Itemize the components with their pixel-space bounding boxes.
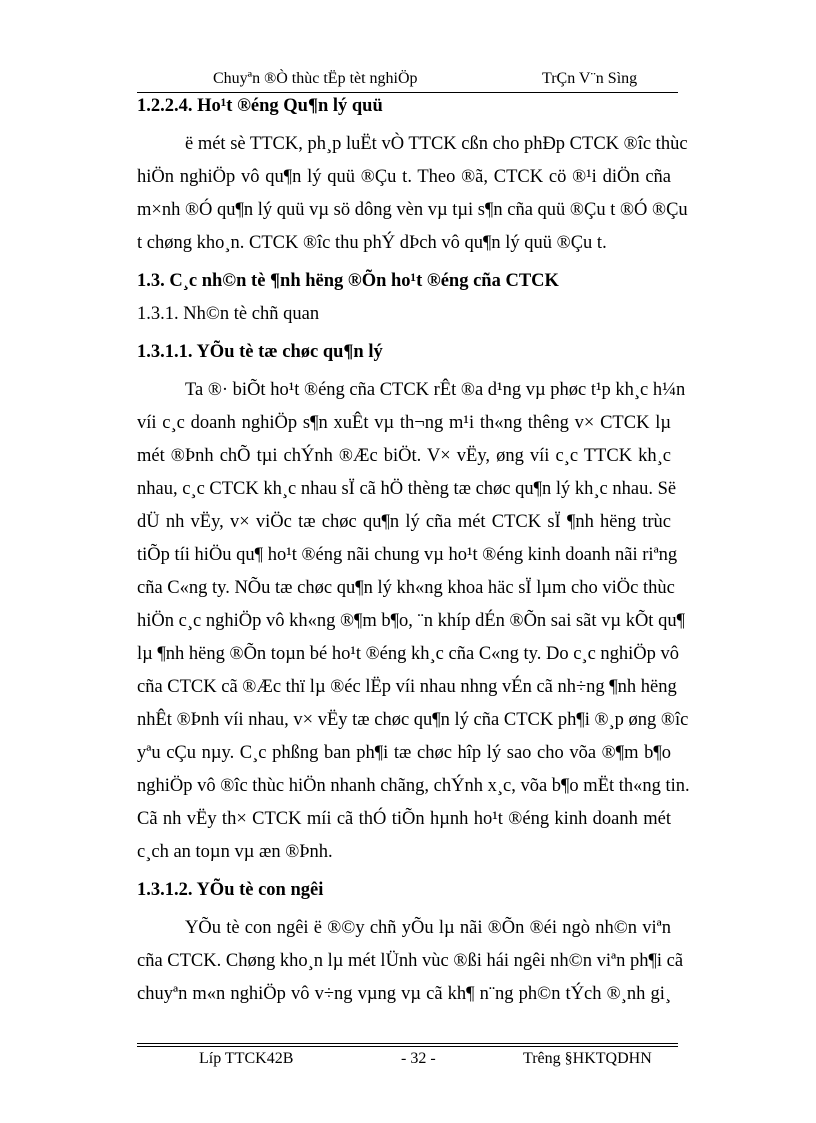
footer-university: Trêng §HKTQDHN (523, 1050, 652, 1067)
header-author: TrÇn V¨n Sìng (542, 70, 638, 87)
body-line: tiÕp tíi hiÖu qu¶ ho¹t ®éng nãi chung vµ ho¹t ®éng kinh doanh nãi riªng (137, 545, 678, 565)
section-heading: 1.3.1.2. YÕu tè con ngêi (137, 880, 324, 900)
section-heading: 1.3.1.1. YÕu tè tæ chøc qu¶n lý (137, 342, 383, 362)
page-footer (137, 1050, 678, 1074)
body-line: nghiÖp vô ®îc thùc hiÖn nhanh chãng, chÝnh x¸c, võa b¶o mËt th«ng tin. (137, 776, 690, 796)
body-line: cña C«ng ty. NÕu tæ chøc qu¶n lý kh«ng khoa häc sÏ lµm cho viÖc thùc (137, 578, 675, 598)
body-line: YÕu tè con ngêi ë ®©y chñ yÕu lµ nãi ®Õn ®éi ngò nh©n viªn (185, 918, 671, 938)
body-line: hiÖn nghiÖp vô qu¶n lý quü ®Çu t. Theo ®ã, CTCK cö ®¹i diÖn cña (137, 167, 671, 187)
body-line: c¸ch an toµn vµ æn ®Þnh. (137, 842, 333, 862)
body-line: Ta ®· biÕt ho¹t ®éng cña CTCK rÊt ®a d¹ng vµ phøc t¹p kh¸c h¼n (185, 380, 686, 400)
footer-rule-top (137, 1043, 678, 1044)
body-line: yªu cÇu nµy. C¸c phßng ban ph¶i tæ chøc hîp lý sao cho võa ®¶m b¶o (137, 743, 671, 763)
footer-rule-bottom (137, 1046, 678, 1047)
section-heading: 1.3. C¸c nh©n tè ¶nh hëng ®Õn ho¹t ®éng cña CTCK (137, 271, 559, 291)
body-line: t chøng kho¸n. CTCK ®îc thu phÝ dÞch vô qu¶n lý quü ®Çu t. (137, 233, 607, 253)
body-line: dÜ nh vËy, v× viÖc tæ chøc qu¶n lý cña mét CTCK sÏ ¶nh hëng trùc (137, 512, 671, 532)
body-line: chuyªn m«n nghiÖp vô v÷ng vµng vµ cã kh¶ n¨ng ph©n tÝch ®¸nh gi¸ (137, 984, 671, 1004)
body-line: cña CTCK cã ®Æc thï lµ ®éc lËp víi nhau nhng vÉn cã nh÷ng ¶nh hëng (137, 677, 677, 697)
body-line: nhau, c¸c CTCK kh¸c nhau sÏ cã hÖ thèng tæ chøc qu¶n lý kh¸c nhau. Së (137, 479, 677, 499)
body-line: ë mét sè TTCK, ph¸p luËt vÒ TTCK cßn cho phÐp CTCK ®îc thùc (185, 134, 688, 154)
body-line: Cã nh vËy th× CTCK míi cã thÓ tiÕn hµnh ho¹t ®éng kinh doanh mét (137, 809, 671, 829)
body-line: cña CTCK. Chøng kho¸n lµ mét lÜnh vùc ®ßi hái ngêi nh©n viªn ph¶i cã (137, 951, 684, 971)
page-number: - 32 - (401, 1050, 436, 1067)
section-heading: 1.2.2.4. Ho¹t ®éng Qu¶n lý quü (137, 96, 383, 116)
body-line: 1.3.1. Nh©n tè chñ quan (137, 304, 320, 324)
body-line: mét ®Þnh chÕ tµi chÝnh ®Æc biÖt. V× vËy, øng víi c¸c TTCK kh¸c (137, 446, 671, 466)
body-line: m×nh ®Ó qu¶n lý quü vµ sö dông vèn vµ tµi s¶n cña quü ®Çu t ®Ó ®Çu (137, 200, 688, 220)
body-line: víi c¸c doanh nghiÖp s¶n xuÊt vµ th¬ng m¹i th«ng thêng v× CTCK lµ (137, 413, 671, 433)
header-title: Chuyªn ®Ò thùc tËp tèt nghiÖp (213, 70, 418, 87)
body-line: nhÊt ®Þnh víi nhau, v× vËy tæ chøc qu¶n lý cña CTCK ph¶i ®¸p øng ®îc (137, 710, 689, 730)
footer-class: Líp TTCK42B (199, 1050, 294, 1067)
header-rule (137, 92, 678, 93)
body-line: hiÖn c¸c nghiÖp vô kh«ng ®¶m b¶o, ¨n khíp dÉn ®Õn sai sãt vµ kÕt qu¶ (137, 611, 685, 631)
body-line: lµ ¶nh hëng ®Õn toµn bé ho¹t ®éng kh¸c cña C«ng ty. Do c¸c nghiÖp vô (137, 644, 680, 664)
page-header (137, 66, 678, 92)
